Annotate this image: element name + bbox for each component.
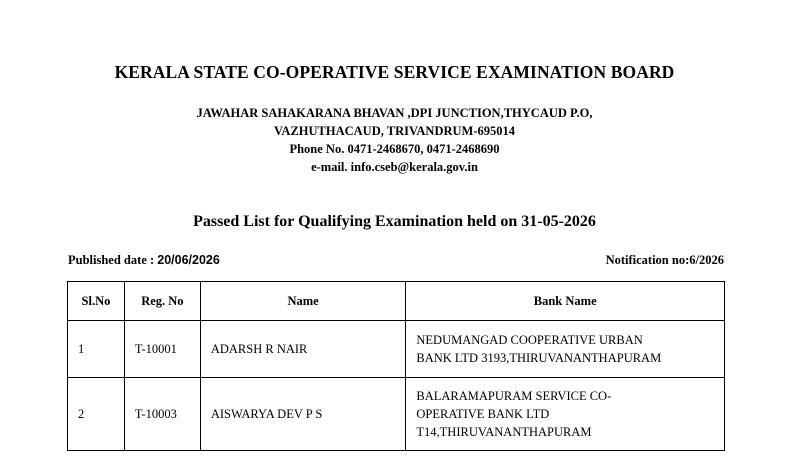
address-line-1: JAWAHAR SAHAKARANA BHAVAN ,DPI JUNCTION,THYCAUD P.O,	[196, 106, 593, 120]
board-title: KERALA STATE CO-OPERATIVE SERVICE EXAMINATION BOARD	[114, 62, 675, 82]
column-header-reg-no: Reg. No	[124, 282, 200, 321]
bank-line: OPERATIVE BANK LTD	[416, 407, 550, 421]
bank-line: T14,THIRUVANANTHAPURAM	[416, 425, 592, 439]
notification-number-value: 6/2026	[689, 253, 724, 267]
published-date	[68, 253, 220, 268]
column-header-name: Name	[200, 282, 406, 321]
bank-line: BANK LTD 3193,THIRUVANANTHAPURAM	[416, 351, 662, 365]
bank-line: BALARAMAPURAM SERVICE CO-	[416, 389, 612, 403]
table-row	[68, 378, 725, 451]
cell-name: ADARSH R NAIR	[200, 321, 406, 378]
cell-name: AISWARYA DEV P S	[200, 378, 406, 451]
cell-bank-name	[406, 321, 725, 378]
published-date-value: 20/06/2026	[157, 253, 220, 267]
cell-sl-no: 2	[68, 378, 125, 451]
cell-reg-no: T-10003	[124, 378, 200, 451]
list-title: Passed List for Qualifying Examination held on 31-05-2026	[193, 213, 596, 230]
column-header-bank-name: Bank Name	[406, 282, 725, 321]
cell-reg-no: T-10001	[124, 321, 200, 378]
cell-sl-no: 1	[68, 321, 125, 378]
notification-label: Notification no:	[605, 253, 690, 267]
bank-line: NEDUMANGAD COOPERATIVE URBAN	[416, 333, 643, 347]
column-header-sl-no: Sl.No	[68, 282, 125, 321]
cell-bank-name	[406, 378, 725, 451]
notification-number	[606, 253, 724, 268]
phone-line: Phone No. 0471-2468670, 0471-2468690	[289, 142, 500, 156]
passed-list-table	[67, 281, 725, 451]
table-row	[68, 321, 725, 378]
published-label: Published date :	[68, 253, 158, 267]
table-header-row	[68, 282, 725, 321]
email-line: e-mail. info.cseb@kerala.gov.in	[311, 160, 478, 174]
address-line-2: VAZHUTHACAUD, TRIVANDRUM-695014	[274, 124, 515, 138]
